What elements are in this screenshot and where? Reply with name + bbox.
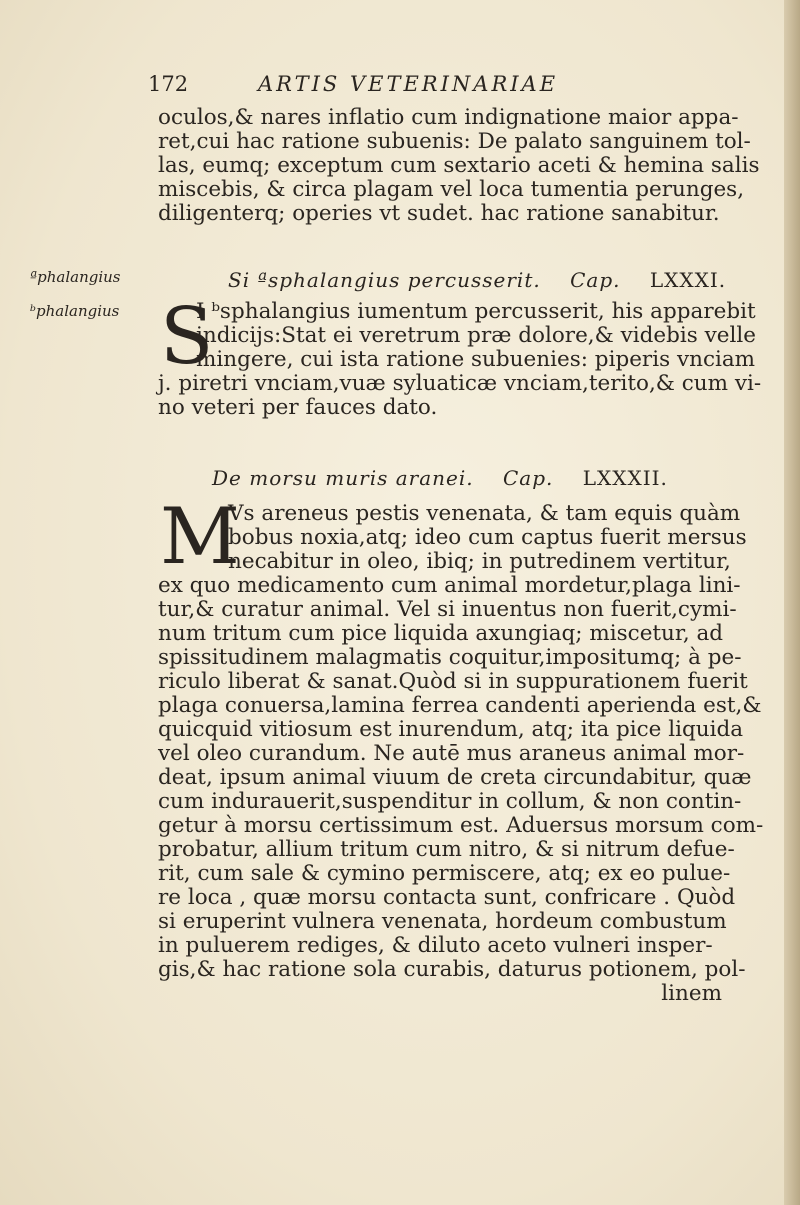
text-line: si eruperint vulnera venenata, hordeum combustum [158,909,727,934]
text-line: vel oleo curandum. Ne autē mus araneus animal mor- [158,741,745,766]
chapter-number: LXXXII. [582,466,668,490]
chapter-82-heading [212,466,668,490]
page-edge-shadow [784,0,800,1205]
chapter-82-body [158,492,764,1006]
drop-cap-m: M [160,492,240,582]
text-line: ret,cui hac ratione subuenis: De palato sanguinem tol- [158,129,751,154]
chapter-cap-label: Cap. [570,268,621,292]
text-line: j. piretri vnciam,vuæ syluaticæ vnciam,terito,& cum vi- [158,371,762,396]
drop-cap-s: S [160,292,214,382]
text-line: gis,& hac ratione sola curabis, daturus potionem, pol- [158,957,746,982]
running-title: ARTIS VETERINARIAE [258,72,559,96]
text-line: re loca , quæ morsu contacta sunt, confricare . Quòd [158,885,736,910]
text-line: tur,& curatur animal. Vel si inuentus non fuerit,cymi- [158,597,737,622]
text-line: probatur, allium tritum cum nitro, & si nitrum defue- [158,837,735,862]
text-line: Vs areneus pestis venenata, & tam equis quàm [228,501,741,526]
margin-note-a: ªphalangius [30,268,121,286]
chapter-number: LXXXI. [649,268,727,292]
text-line: cum indurauerit,suspenditur in collum, & non contin- [158,789,742,814]
text-line: riculo liberat & sanat.Quòd si in suppurationem fuerit [158,669,748,694]
margin-note-b: ᵇphalangius [30,302,120,320]
text-line: deat, ipsum animal viuum de creta circundabitur, quæ [158,765,752,790]
text-line: mingere, cui ista ratione subuenies: piperis vnciam [196,347,756,372]
text-line: getur à morsu certissimum est. Aduersus morsum com- [158,813,764,838]
text-line: quicquid vitiosum est inurendum, atq; ita pice liquida [158,717,744,742]
chapter-81-body [158,292,762,420]
text-line: necabitur in oleo, ibiq; in putredinem vertitur, [228,549,731,574]
text-line: diligenterq; operies vt sudet. hac ratione sanabitur. [158,201,720,226]
text-line: plaga conuersa,lamina ferrea candenti aperienda est,& [158,693,762,718]
text-line: las, eumq; exceptum cum sextario aceti & hemina salis [158,153,760,178]
catchword: linem [661,981,722,1006]
text-line: miscebis, & circa plagam vel loca tumentia perunges, [158,177,745,202]
text-line: spissitudinem malagmatis coquitur,impositumq; à pe- [158,645,742,670]
text-line: ex quo medicamento cum animal mordetur,plaga lini- [158,573,741,598]
page-number: 172 [148,72,189,96]
paragraph-continuation [158,106,758,226]
running-header [148,72,748,102]
text-line: indicijs:Stat ei veretrum præ dolore,& videbis velle [196,323,756,348]
chapter-title: Si ªsphalangius percusserit. [228,268,541,292]
text-line: no veteri per fauces dato. [158,395,438,420]
chapter-title: De morsu muris aranei. [212,466,474,490]
text-line: num tritum cum pice liquida axungiaq; miscetur, ad [158,621,724,646]
text-line: rit, cum sale & cymino permiscere, atq; ex eo pulue- [158,861,731,886]
text-line: bobus noxia,atq; ideo cum captus fuerit mersus [228,525,747,550]
text-line: I ᵇsphalangius iumentum percusserit, his apparebit [196,299,756,324]
text-line: oculos,& nares inflatio cum indignatione maior appa- [158,105,739,130]
chapter-cap-label: Cap. [502,466,554,490]
chapter-81-heading [228,268,726,292]
text-line: in puluerem rediges, & diluto aceto vulneri insper- [158,933,713,958]
